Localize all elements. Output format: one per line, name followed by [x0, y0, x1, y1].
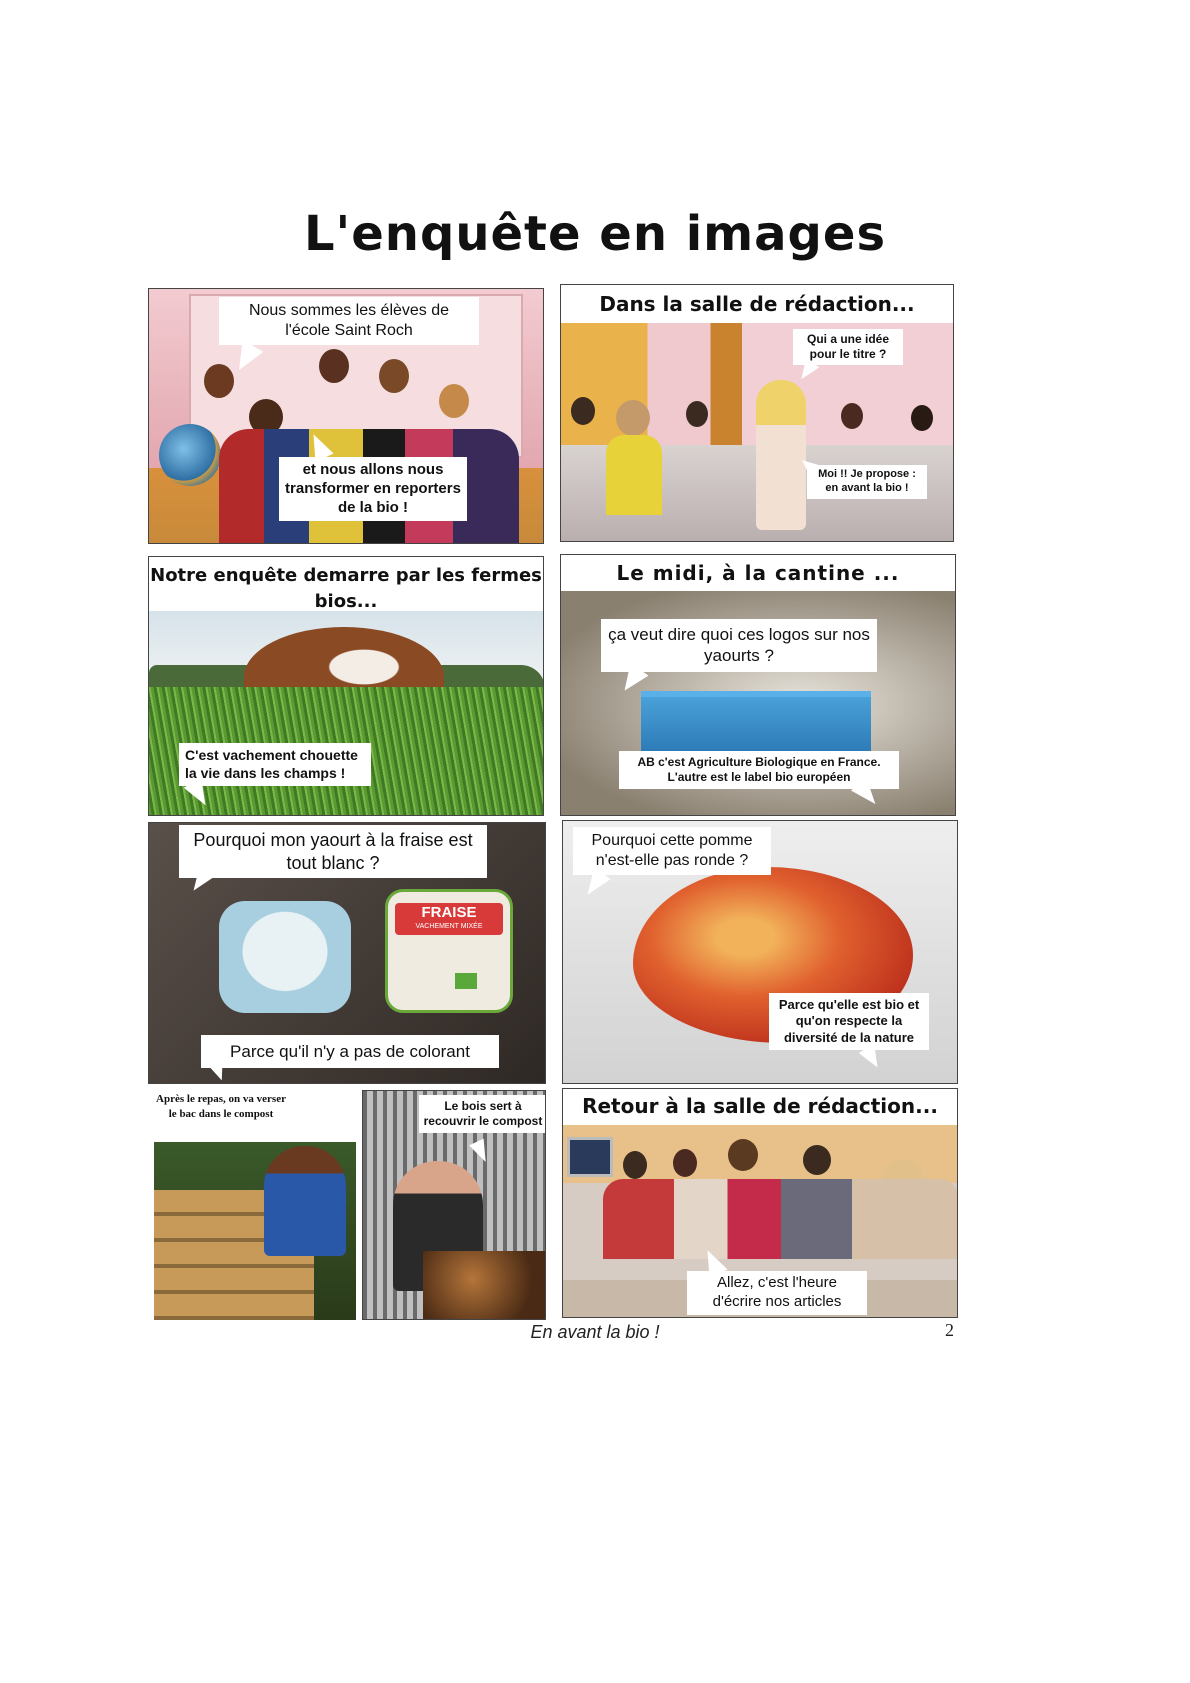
lid-sublabel: VACHEMENT MIXÉE	[415, 923, 483, 930]
speech-bubble: Parce qu'elle est bio et qu'on respecte la diversité de la nature	[769, 993, 929, 1050]
yogurt-crate	[641, 691, 871, 757]
yogurt-cup	[219, 901, 351, 1013]
caption: Après le repas, on va verser le bac dans le compost	[154, 1090, 288, 1125]
panel-compost-bin	[154, 1090, 356, 1320]
speech-bubble: Parce qu'il n'y a pas de colorant	[201, 1035, 499, 1068]
computer-monitor-icon	[567, 1137, 613, 1177]
speech-bubble: Le bois sert à recouvrir le compost	[419, 1095, 546, 1133]
panel-heading: Dans la salle de rédaction...	[561, 285, 953, 323]
panel-compost-wood	[362, 1090, 546, 1320]
students-bodies	[603, 1179, 958, 1259]
speech-bubble: Nous sommes les élèves de l'école Saint Roch	[219, 297, 479, 345]
student	[379, 359, 409, 393]
student	[673, 1149, 697, 1177]
speech-bubble: et nous allons nous transformer en reporters de la bio !	[279, 457, 467, 521]
speech-bubble	[619, 751, 899, 789]
compost-pile	[423, 1251, 546, 1320]
panel-yogurt	[148, 822, 546, 1084]
organic-logo-icon	[455, 973, 477, 989]
speech-bubble: Moi !! Je propose : en avant la bio !	[807, 465, 927, 499]
speech-bubble: Allez, c'est l'heure d'écrire nos articles	[687, 1271, 867, 1315]
student	[911, 405, 933, 431]
bubble-line: AB c'est Agriculture Biologique en France.	[637, 755, 881, 769]
student-body	[606, 435, 662, 515]
student	[623, 1151, 647, 1179]
student	[841, 403, 863, 429]
student	[571, 397, 595, 425]
speech-bubble: C'est vachement chouette la vie dans les champs !	[179, 743, 371, 786]
teacher	[756, 380, 806, 530]
speech-bubble: Pourquoi mon yaourt à la fraise est tout blanc ?	[179, 825, 487, 878]
panel-heading: Notre enquête demarre par les fermes bios...	[149, 557, 543, 611]
student	[686, 401, 708, 427]
panel-heading: Retour à la salle de rédaction...	[563, 1089, 957, 1125]
panel-farm	[148, 556, 544, 816]
page-number: 2	[945, 1320, 954, 1340]
speech-bubble: Pourquoi cette pomme n'est-elle pas ronde ?	[573, 827, 771, 875]
panel-heading: Le midi, à la cantine ...	[561, 555, 955, 591]
student	[728, 1139, 758, 1171]
student	[803, 1145, 831, 1175]
speech-bubble: ça veut dire quoi ces logos sur nos yaourts ?	[601, 619, 877, 672]
page-title: L'enquête en images	[303, 206, 887, 262]
panel-newsroom-return	[562, 1088, 958, 1318]
panel-apple	[562, 820, 958, 1084]
child-blue-jacket	[264, 1146, 346, 1256]
lid-label: FRAISE	[421, 904, 477, 921]
panel-canteen	[560, 554, 956, 816]
globe-icon	[159, 424, 221, 486]
panel-school-group	[148, 288, 544, 544]
student	[616, 400, 650, 436]
page-footer: En avant la bio !	[530, 1322, 660, 1342]
speech-bubble: Qui a une idée pour le titre ?	[793, 329, 903, 365]
panel-newsroom	[560, 284, 954, 542]
bubble-line: L'autre est le label bio européen	[667, 770, 851, 784]
student	[319, 349, 349, 383]
student	[204, 364, 234, 398]
student	[439, 384, 469, 418]
